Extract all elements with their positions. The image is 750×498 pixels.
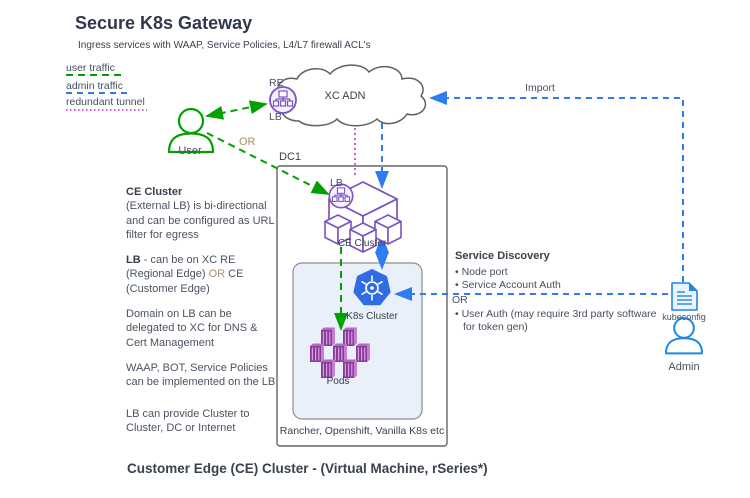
- kubeconfig-icon: [672, 283, 697, 310]
- or-label-user: OR: [239, 136, 256, 148]
- lb-dc1-label: LB: [330, 177, 343, 189]
- page-title: Secure K8s Gateway: [75, 13, 253, 33]
- note-lb: LB - can be on XC RE (Regional Edge) OR CE (Customer Edge): [126, 254, 244, 295]
- footer-title: Customer Edge (CE) Cluster - (Virtual Machine, rSeries*): [127, 461, 488, 476]
- re-label: RE: [269, 77, 284, 89]
- service-discovery-item-alt: • User Auth (may require 3rd party software for token gen): [455, 307, 657, 334]
- service-discovery-item: • Service Account Auth: [455, 279, 561, 292]
- xc-adn-label: XC ADN: [324, 90, 366, 102]
- edge-user-to-re-lb: [207, 104, 266, 116]
- or-label-service-discovery: OR: [452, 293, 468, 306]
- legend-label-admin-traffic: admin traffic: [66, 80, 123, 92]
- user-label: User: [178, 145, 202, 157]
- admin-label: Admin: [668, 361, 700, 373]
- legend-label-redundant-tunnel: redundant tunnel: [66, 96, 145, 108]
- note-waap: WAAP, BOT, Service Policies can be implemented on the LB: [126, 361, 276, 389]
- admin-icon: [666, 318, 702, 353]
- pods-label: Pods: [326, 376, 350, 387]
- ce-cluster-label: CE Cluster: [337, 238, 387, 249]
- note-ce-cluster: CE Cluster (External LB) is bi-directional and can be configured as URL filter for egress: [126, 186, 275, 241]
- dc1-label: DC1: [279, 151, 302, 163]
- notes-column: [126, 185, 276, 446]
- page-subtitle: Ingress services with WAAP, Service Policies, L4/L7 firewall ACL's: [78, 40, 371, 51]
- k8s-platforms-label: Rancher, Openshift, Vanilla K8s etc: [279, 425, 445, 437]
- kubeconfig-label: kubeconfig: [662, 312, 706, 322]
- import-label: Import: [525, 82, 555, 94]
- re-lb-icon: [270, 87, 296, 113]
- service-discovery-title: Service Discovery: [455, 250, 550, 262]
- note-lb-provide: LB can provide Cluster to Cluster, DC or Internet: [126, 407, 250, 434]
- k8s-cluster-icon: [354, 270, 389, 304]
- legend-label-user-traffic: user traffic: [66, 62, 115, 74]
- lb-cloud-label: LB: [269, 111, 282, 123]
- service-discovery-block: [452, 250, 667, 335]
- note-domain: Domain on LB can be delegated to XC for DNS & Cert Management: [126, 308, 258, 349]
- k8s-cluster-label: K8s Cluster: [346, 311, 398, 322]
- service-discovery-item: • Node port: [455, 265, 508, 278]
